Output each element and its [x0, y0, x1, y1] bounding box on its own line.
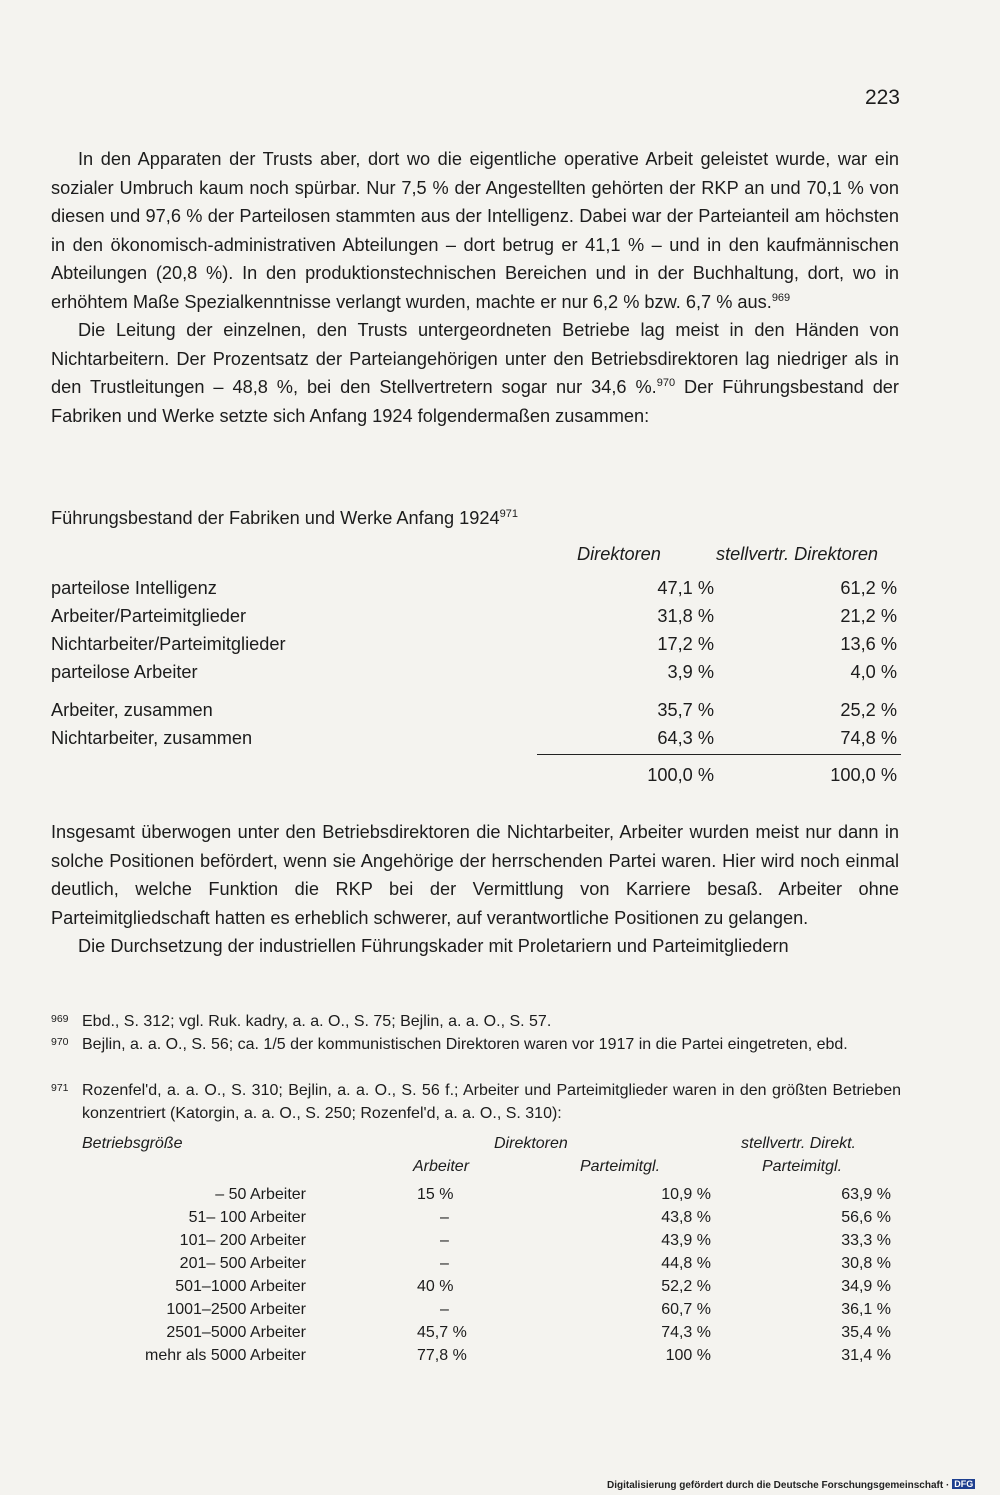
table-row: Nichtarbeiter/Parteimitglieder 17,2 % 13,6 % [51, 634, 897, 654]
footnote: 971 Rozenfel'd, a. a. O., S. 310; Bejlin, a. a. O., S. 56 f.; Arbeiter und Parteimitglieder waren in den größten Betrieben konzentriert (Katorgin, a. a. O., S. 250; Rozenfel'd, a. a. O., S. 310): [51, 1082, 901, 1122]
ft-table-row: 2501–5000 Arbeiter 45,7 % 74,3 % 35,4 % [166, 1324, 891, 1341]
paragraph: Die Durchsetzung der industriellen Führungskader mit Proletariern und Parteimitgliedern [78, 936, 789, 956]
table-total-row: 100,0 % 100,0 % [647, 765, 897, 785]
footnote-ref: 971 [499, 508, 518, 520]
footnote-ref: 970 [656, 377, 676, 389]
table-row: Arbeiter/Parteimitglieder 31,8 % 21,2 % [51, 606, 897, 626]
ft-table-row: 501–1000 Arbeiter 40 % 52,2 % 34,9 % [175, 1278, 891, 1295]
body-text-upper [51, 145, 899, 430]
paragraph: Die Leitung der einzelnen, den Trusts untergeordneten Betriebe lag meist in den Händen von Nichtarbeitern. Der Prozentsatz der Parteiangehörigen unter den Betriebsdirektoren lag niedriger als in den Trustleitungen – 48,8 %, bei den Stellvertretern sogar nur 34,6 %.$^{970}$ Der Führungsbestand der Fabriken und Werke setzte sich Anfang 1924 folgendermaßen zusammen: [51, 320, 899, 426]
table-row: parteilose Arbeiter 3,9 % 4,0 % [51, 662, 897, 682]
paragraph: In den Apparaten der Trusts aber, dort wo die eigentliche operative Arbeit geleistet wurde, war ein sozialer Umbruch kaum noch spürbar. Nur 7,5 % der Angestellten gehörten der RKP an und 70,1 % von diesen und 97,6 % der Parteilosen stammten aus der Intelligenz. Dabei war der Parteianteil am höchsten in den ökonomisch-administrativen Abteilungen – dort betrug er 41,1 % – und in den kaufmännischen Abteilungen (20,8 %). In den produktionstechnischen Bereichen und in der Buchhaltung, dort, wo in erhöhtem Maße Spezialkenntnisse verlangt wurden, machte er nur 6,2 % bzw. 6,7 % aus.$^{969}$ [51, 149, 899, 312]
ft-table-row: 201– 500 Arbeiter – 44,8 % 30,8 % [179, 1255, 891, 1272]
footnote: 969 Ebd., S. 312; vgl. Ruk. kadry, a. a. O., S. 75; Bejlin, a. a. O., S. 57. [51, 1013, 552, 1030]
ft-table-row: 1001–2500 Arbeiter – 60,7 % 36,1 % [166, 1301, 891, 1318]
table-row: parteilose Intelligenz 47,1 % 61,2 % [51, 578, 897, 598]
body-text-lower [51, 818, 899, 961]
total-divider [537, 754, 901, 755]
ft-table-row: 51– 100 Arbeiter – 43,8 % 56,6 % [188, 1209, 891, 1226]
dfg-logo-icon: DFG [954, 1479, 974, 1489]
column-header-directors: Direktoren [577, 544, 661, 564]
table-row: Arbeiter, zusammen 35,7 % 25,2 % [51, 700, 897, 720]
ft-header-party-dep: Parteimitgl. [762, 1158, 843, 1175]
footnote: 970 Bejlin, a. a. O., S. 56; ca. 1/5 der kommunistischen Direktoren waren vor 1917 in die Partei eingetreten, ebd. [51, 1036, 848, 1053]
ft-table-row: – 50 Arbeiter 15 % 10,9 % 63,9 % [215, 1186, 891, 1203]
footnote-ref: 969 [771, 291, 791, 304]
ft-header-workers: Arbeiter [413, 1158, 470, 1175]
page-number: 223 [864, 86, 900, 109]
ft-table-row: 101– 200 Arbeiter – 43,9 % 33,3 % [179, 1232, 891, 1249]
ft-header-size: Betriebsgröße [82, 1135, 183, 1152]
ft-header-party-dir: Parteimitgl. [580, 1158, 661, 1175]
column-header-deputies: stellvertr. Direktoren [716, 544, 879, 564]
dfg-credit: Digitalisierung gefördert durch die Deutsche Forschungsgemeinschaft · DFG [607, 1479, 974, 1491]
ft-header-deputies: stellvertr. Direkt. [741, 1135, 856, 1152]
ft-table-row: mehr als 5000 Arbeiter 77,8 % 100 % 31,4 % [145, 1347, 891, 1364]
ft-header-directors: Direktoren [494, 1135, 568, 1152]
table-row: Nichtarbeiter, zusammen 64,3 % 74,8 % [51, 728, 897, 748]
table-title: Führungsbestand der Fabriken und Werke Anfang 1924$^{971}$ [51, 508, 518, 528]
paragraph: Insgesamt überwogen unter den Betriebsdirektoren die Nichtarbeiter, Arbeiter wurden meist nur dann in solche Positionen befördert, wenn sie Angehörige der herrschenden Partei waren. Hier wird noch einmal deutlich, welche Funktion die RKP bei der Vermittlung von Karriere besaß. Arbeiter ohne Parteimitgliedschaft hatten es erheblich schwerer, auf verantwortliche Positionen zu gelangen. [51, 822, 899, 928]
